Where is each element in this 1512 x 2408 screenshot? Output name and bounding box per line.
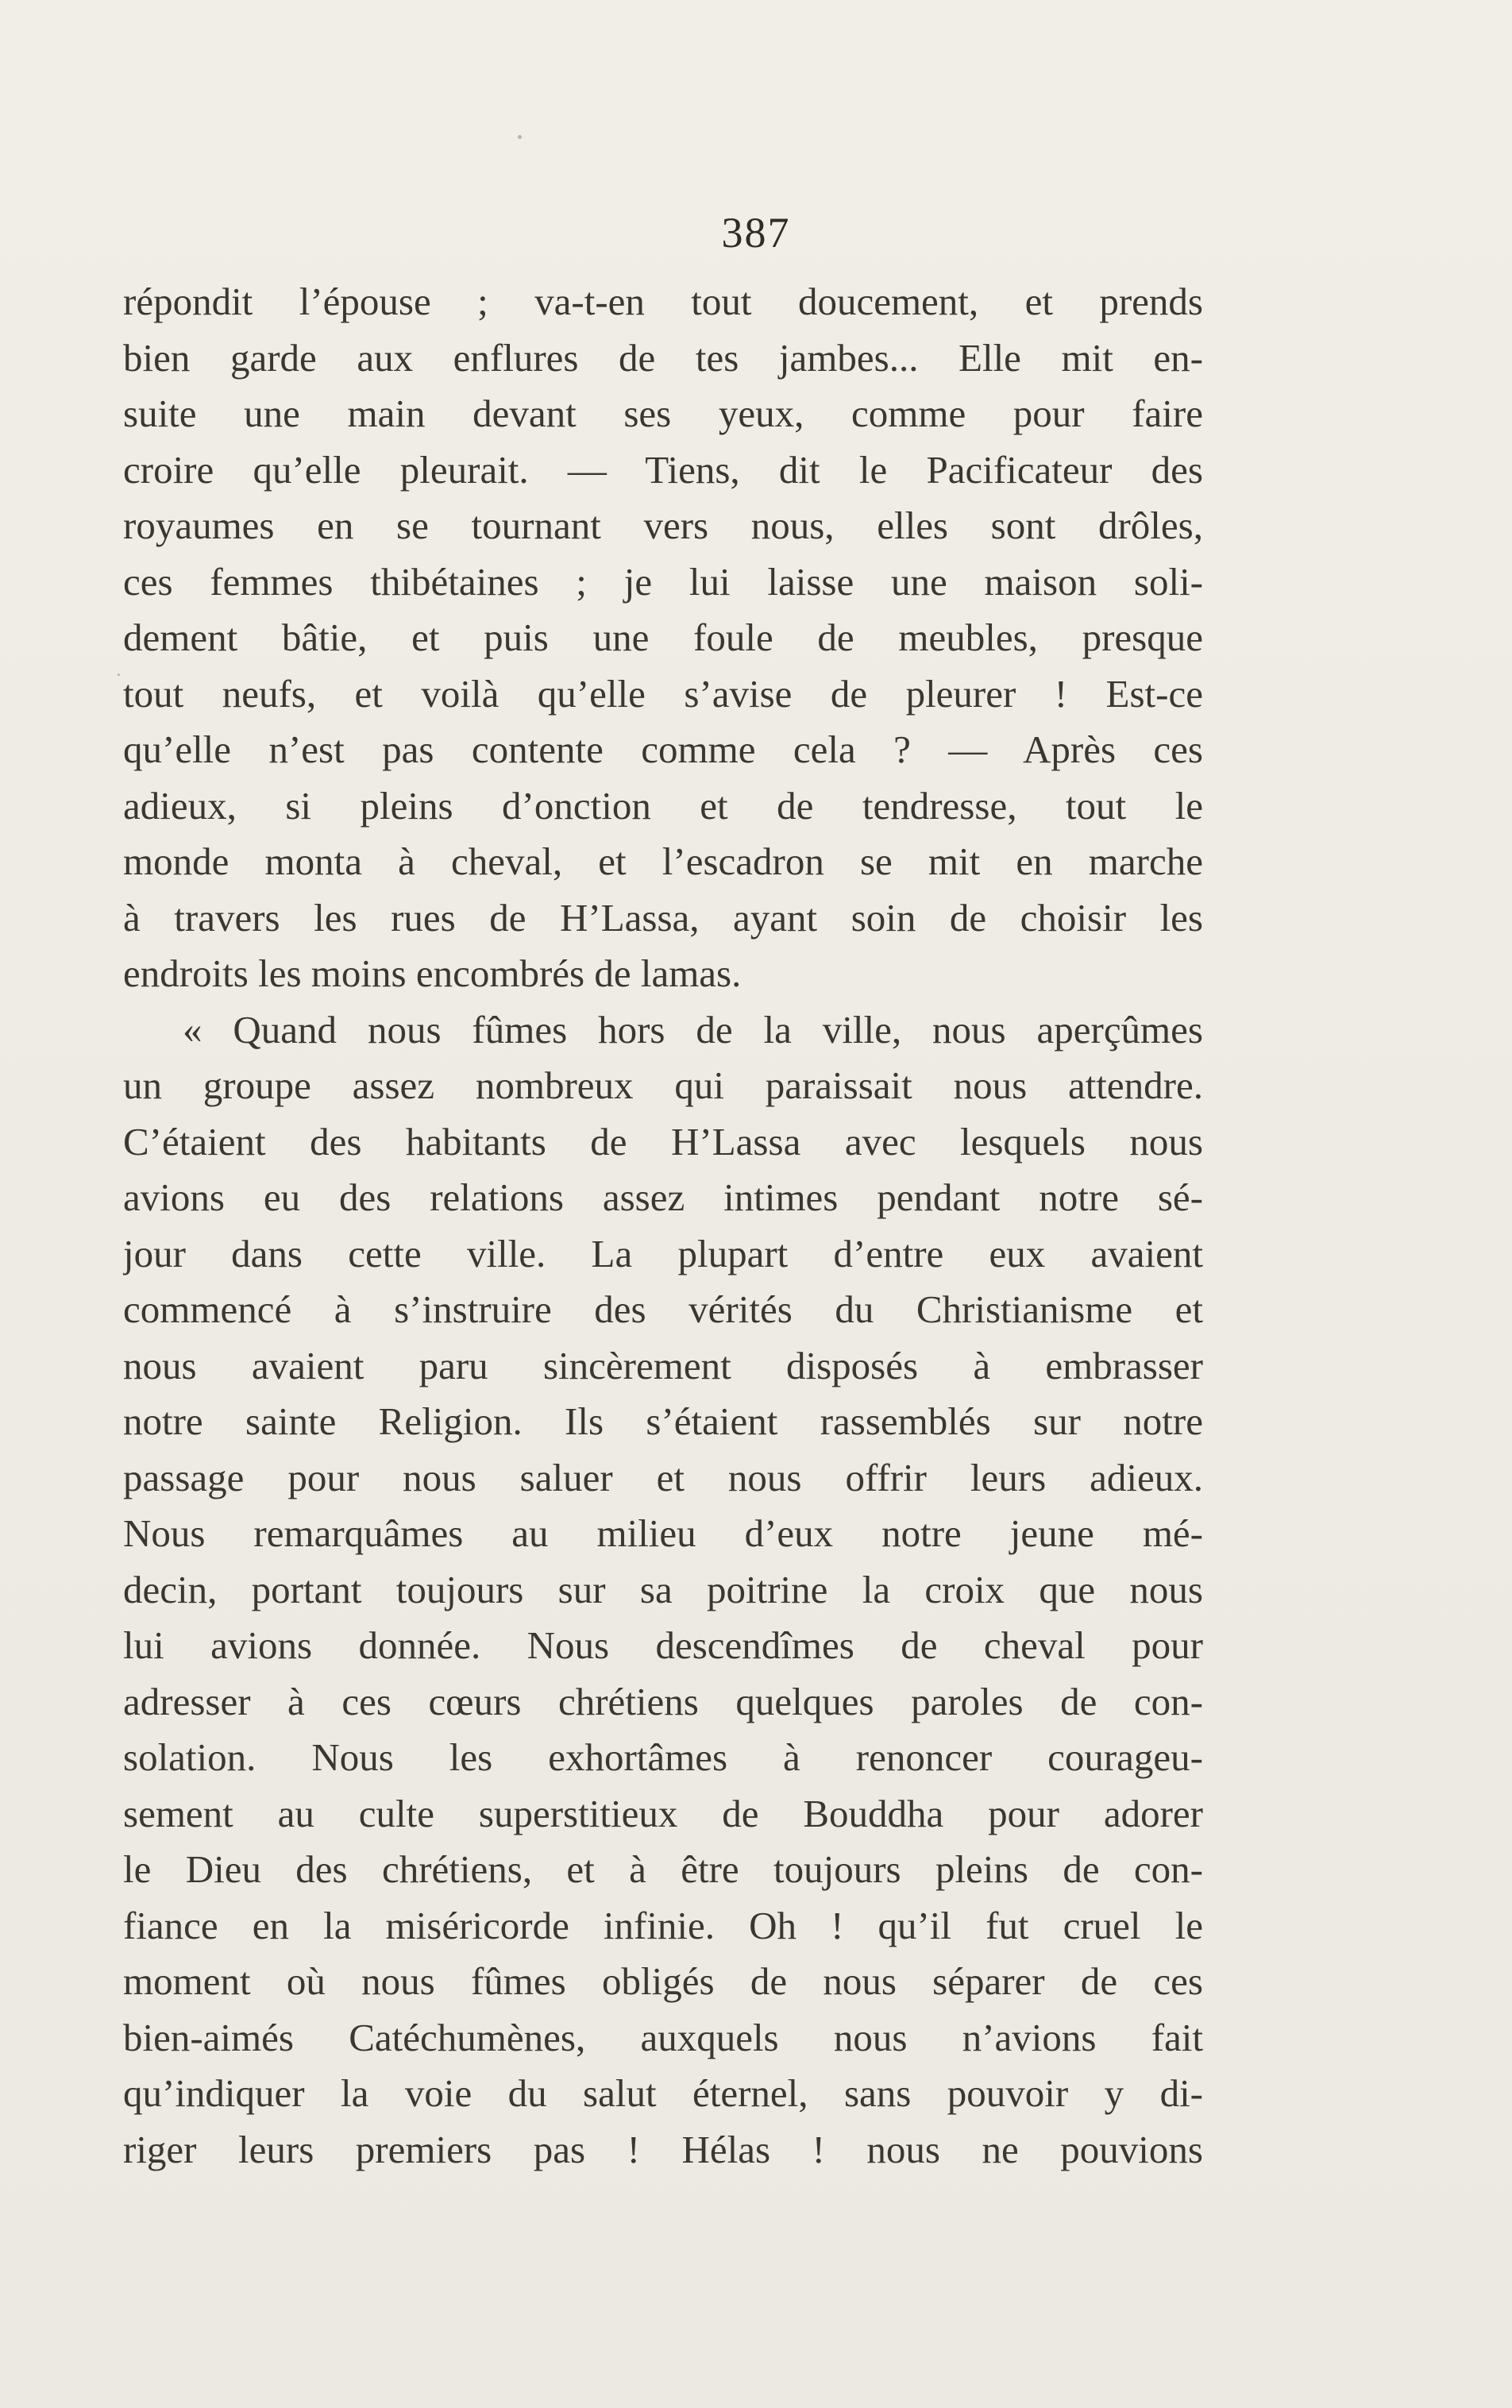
text-line: un groupe assez nombreux qui paraissait nous attendre. [123, 1063, 1203, 1107]
text-line: jour dans cette ville. La plupart d’entre eux avaient [123, 1231, 1203, 1275]
text-line: commencé à s’instruire des vérités du Christianisme et [123, 1287, 1203, 1331]
text-line: adieux, si pleins d’onction et de tendresse, tout le [123, 783, 1203, 828]
text-line: à travers les rues de H’Lassa, ayant soin de choisir les [123, 895, 1203, 940]
text-line: avions eu des relations assez intimes pendant notre sé- [123, 1175, 1203, 1219]
text-line: le Dieu des chrétiens, et à être toujours pleins de con- [123, 1847, 1203, 1891]
text-line: Nous remarquâmes au milieu d’eux notre jeune mé- [123, 1511, 1203, 1555]
text-line: notre sainte Religion. Ils s’étaient rassemblés sur notre [123, 1399, 1203, 1443]
text-line: lui avions donnée. Nous descendîmes de cheval pour [123, 1623, 1203, 1667]
text-line: endroits les moins encombrés de lamas. [123, 951, 742, 995]
text-line: croire qu’elle pleurait. — Tiens, dit le Pacificateur des [123, 447, 1203, 492]
text-line: ces femmes thibétaines ; je lui laisse une maison soli- [123, 559, 1203, 604]
text-line: bien garde aux enflures de tes jambes... Elle mit en- [123, 335, 1203, 380]
paper-fleck [118, 673, 120, 676]
text-line: sement au culte superstitieux de Bouddha pour adorer [123, 1791, 1203, 1835]
text-line: royaumes en se tournant vers nous, elles sont drôles, [123, 504, 1203, 547]
page-number: 387 [721, 209, 791, 257]
text-line: « Quand nous fûmes hors de la ville, nous aperçûmes [183, 1007, 1203, 1052]
text-line: adresser à ces cœurs chrétiens quelques paroles de con- [123, 1679, 1203, 1723]
paper-fleck [518, 135, 522, 139]
text-line: passage pour nous saluer et nous offrir leurs adieux. [123, 1455, 1203, 1499]
text-line: monde monta à cheval, et l’escadron se mit en marche [123, 839, 1203, 883]
text-line: decin, portant toujours sur sa poitrine la croix que nous [123, 1567, 1203, 1611]
text-line: bien-aimés Catéchumènes, auxquels nous n’avions fait [123, 2015, 1203, 2059]
text-line: moment où nous fûmes obligés de nous séparer de ces [123, 1959, 1203, 2003]
text-line: qu’indiquer la voie du salut éternel, sans pouvoir y di- [123, 2071, 1203, 2115]
text-line: dement bâtie, et puis une foule de meubles, presque [123, 616, 1203, 659]
text-line: fiance en la miséricorde infinie. Oh ! qu’il fut cruel le [123, 1903, 1203, 1947]
text-line: nous avaient paru sincèrement disposés à embrasser [123, 1343, 1203, 1387]
text-line: répondit l’épouse ; va-t-en tout doucement, et prends [123, 280, 1203, 323]
text-line: qu’elle n’est pas contente comme cela ? — Après ces [123, 727, 1203, 771]
text-line: riger leurs premiers pas ! Hélas ! nous ne pouvions [123, 2127, 1203, 2171]
text-line: C’étaient des habitants de H’Lassa avec lesquels nous [123, 1119, 1203, 1163]
text-line: tout neufs, et voilà qu’elle s’avise de pleurer ! Est-ce [123, 671, 1203, 716]
body-text [123, 274, 1203, 2178]
text-line: suite une main devant ses yeux, comme pour faire [123, 392, 1203, 435]
text-line: solation. Nous les exhortâmes à renoncer courageu- [123, 1735, 1203, 1779]
